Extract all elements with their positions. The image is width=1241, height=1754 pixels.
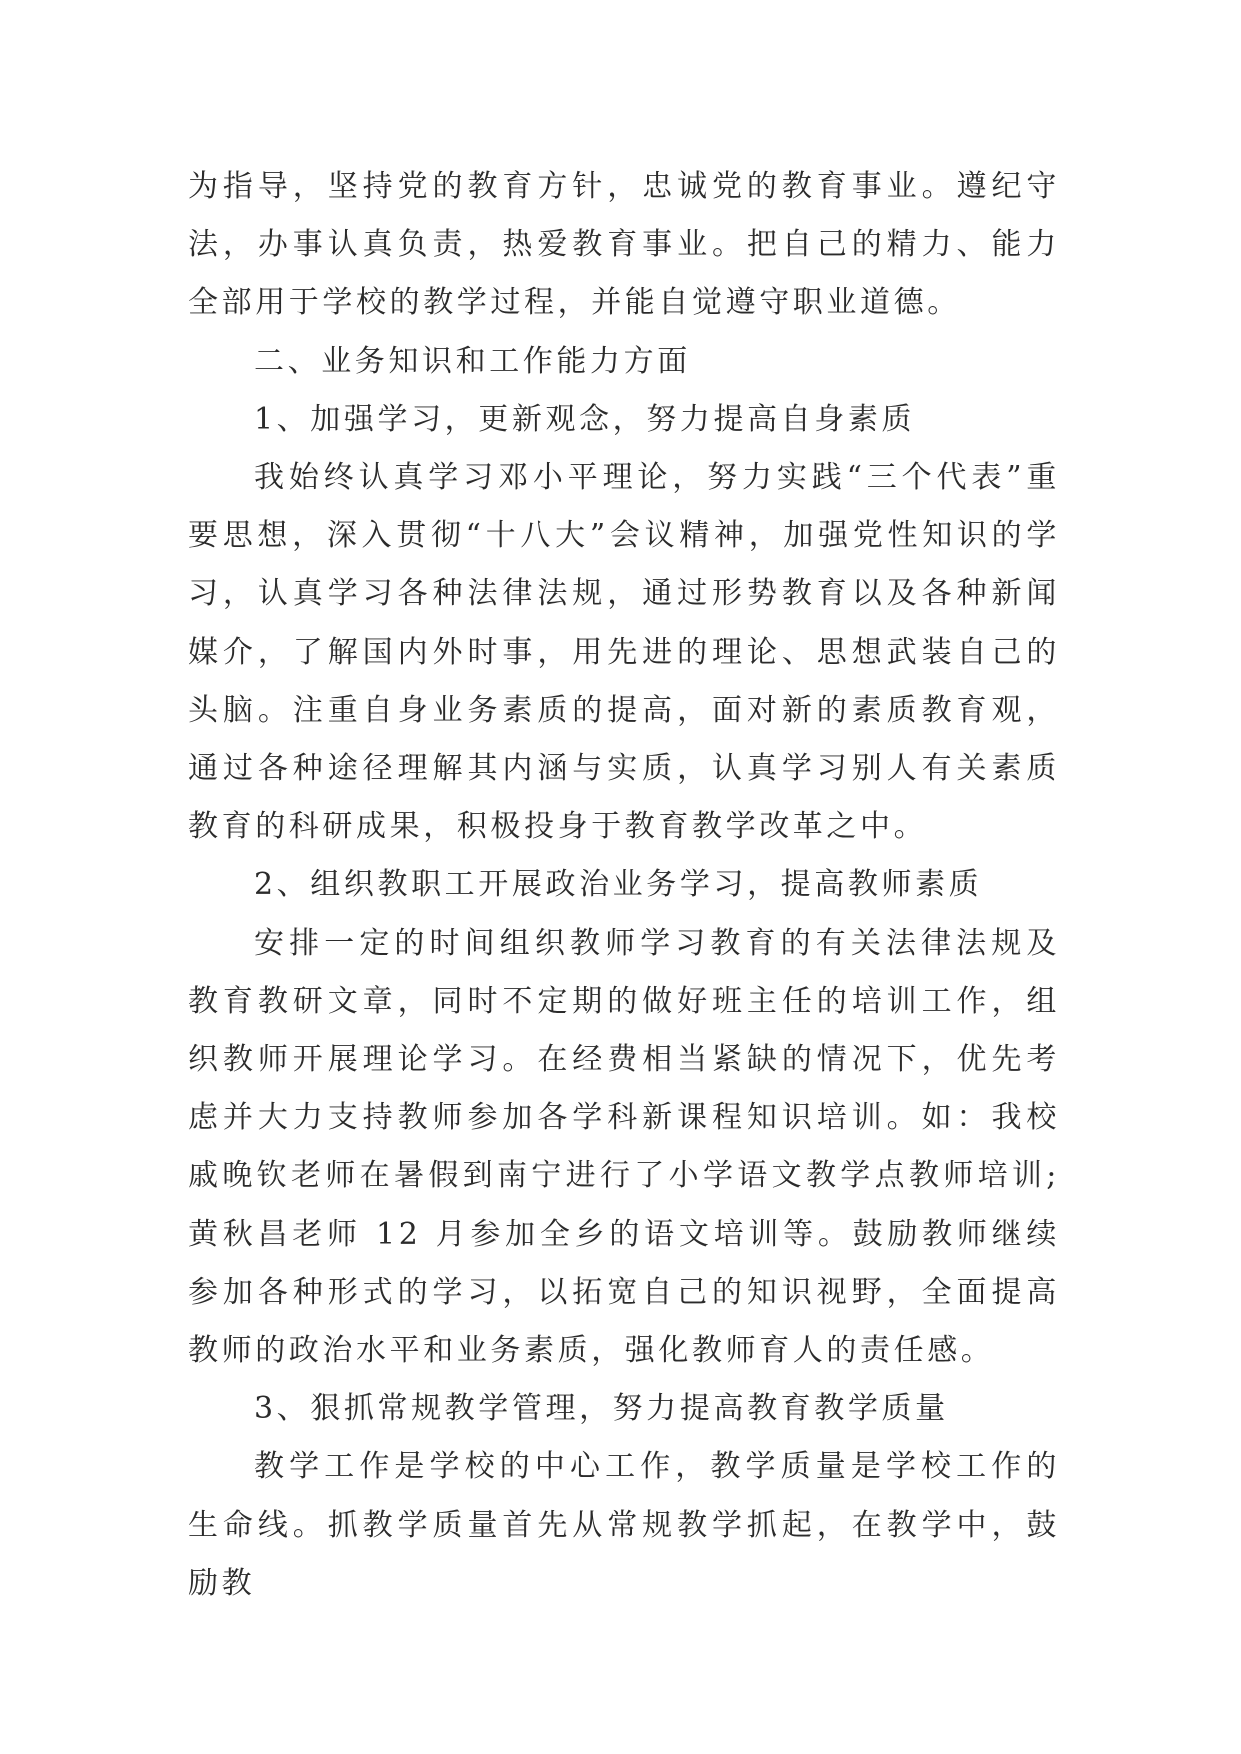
document-body: [188, 158, 1060, 1613]
paragraph-teaching: 教学工作是学校的中心工作，教学质量是学校工作的生命线。抓教学质量首先从常规教学抓起，在教学中，鼓励教: [188, 1449, 1060, 1601]
paragraph-training: 安排一定的时间组织教师学习教育的有关法律法规及教育教研文章，同时不定期的做好班主任的培训工作，组织教师开展理论学习。在经费相当紧缺的情况下，优先考虑并大力支持教师参加各学科新课程知识培训。如：我校戚晚钦老师在暑假到南宁进行了小学语文教学点教师培训;黄秋昌老师 12 月参加全乡的语文培训等。鼓励教师继续参加各种形式的学习，以拓宽自己的知识视野，全面提高教师的政治水平和业务素质，强化教师育人的责任感。: [188, 925, 1060, 1369]
subheading-1: 1、加强学习，更新观念，努力提高自身素质: [254, 401, 916, 437]
subheading-3: 3、狠抓常规教学管理，努力提高教育教学质量: [254, 1391, 949, 1427]
subheading-2: 2、组织教职工开展政治业务学习，提高教师素质: [254, 867, 983, 903]
paragraph-intro: 为指导，坚持党的教育方针，忠诚党的教育事业。遵纪守法，办事认真负责，热爱教育事业。把自己的精力、能力全部用于学校的教学过程，并能自觉遵守职业道德。: [188, 169, 1060, 321]
paragraph-study: 我始终认真学习邓小平理论，努力实践“三个代表”重要思想，深入贯彻“十八大”会议精神，加强党性知识的学习，认真学习各种法律法规，通过形势教育以及各种新闻媒介，了解国内外时事，用先进的理论、思想武装自己的头脑。注重自身业务素质的提高，面对新的素质教育观，通过各种途径理解其内涵与实质，认真学习别人有关素质教育的科研成果，积极投身于教育教学改革之中。: [188, 460, 1060, 845]
section-heading-2: 二、业务知识和工作能力方面: [254, 343, 691, 379]
